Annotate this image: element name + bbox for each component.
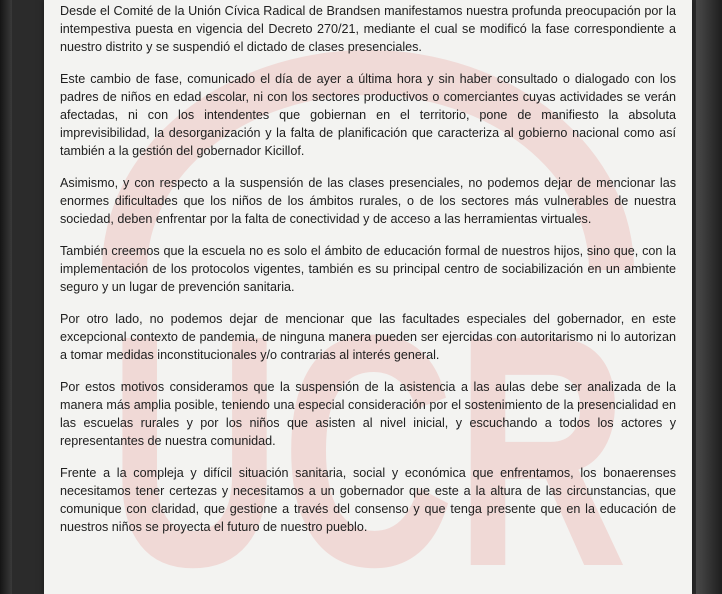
photo-left-edge — [0, 0, 12, 594]
paragraph-4: También creemos que la escuela no es solo el ámbito de educación formal de nuestros hijos, sino que, con la implementación de los protocolos vigentes, también es su principal centro de sociabilización en un ambiente seguro y un lugar de prevención sanitaria. — [60, 244, 676, 294]
paragraph-1: Desde el Comité de la Unión Cívica Radical de Brandsen manifestamos nuestra profunda preocupación por la intempestiva puesta en vigencia del Decreto 270/21, mediante el cual se modificó la fase correspondiente a nuestro distrito y se suspendió el dictado de clases presenciales. — [60, 4, 676, 54]
paragraph-2: Este cambio de fase, comunicado el día de ayer a última hora y sin haber consultado o dialogado con los padres de niños en edad escolar, ni con los sectores productivos o comerciantes cuyas actividades se verán afectadas, ni con los intendentes que gobiernan en el territorio, pone de manifiesto la absoluta imprevisibilidad, la desorganización y la falta de planificación que caracteriza al gobierno nacional como así también a la gestión del gobernador Kicillof. — [60, 72, 676, 158]
watermark-letters: UCR — [108, 266, 628, 594]
photo-right-edge — [696, 0, 722, 594]
document-sheet — [44, 0, 692, 594]
paragraph-6: Por estos motivos consideramos que la suspensión de la asistencia a las aulas debe ser analizada de la manera más amplia posible, teniendo una especial consideración por el sostenimiento de la presencialidad en las escuelas rurales y por los niños que asisten al nivel inicial, y escuchando a todos los actores y representantes de nuestra comunidad. — [60, 380, 676, 448]
paragraph-5: Por otro lado, no podemos dejar de mencionar que las facultades especiales del gobernador, en este excepcional contexto de pandemia, de ninguna manera pueden ser ejercidas con autoritarismo ni lo autorizan a tomar medidas inconstitucionales y/o contrarias al interés general. — [60, 312, 676, 362]
document-body — [44, 0, 692, 550]
paragraph-3: Asimismo, y con respecto a la suspensión de las clases presenciales, no podemos dejar de mencionar las enormes dificultades que los niños de los ámbitos rurales, o de los sectores más vulnerables de nuestra sociedad, deben enfrentar por la falta de conectividad y de acceso a las herramientas virtuales. — [60, 176, 676, 226]
paragraph-7: Frente a la compleja y difícil situación sanitaria, social y económica que enfrentamos, los bonaerenses necesitamos tener certezas y necesitamos a un gobernador que este a la altura de las circunstancias, que comunique con claridad, que gestione a través del consenso y que tenga presente que en la educación de nuestros niños se proyecta el futuro de nuestro pueblo. — [60, 466, 676, 534]
